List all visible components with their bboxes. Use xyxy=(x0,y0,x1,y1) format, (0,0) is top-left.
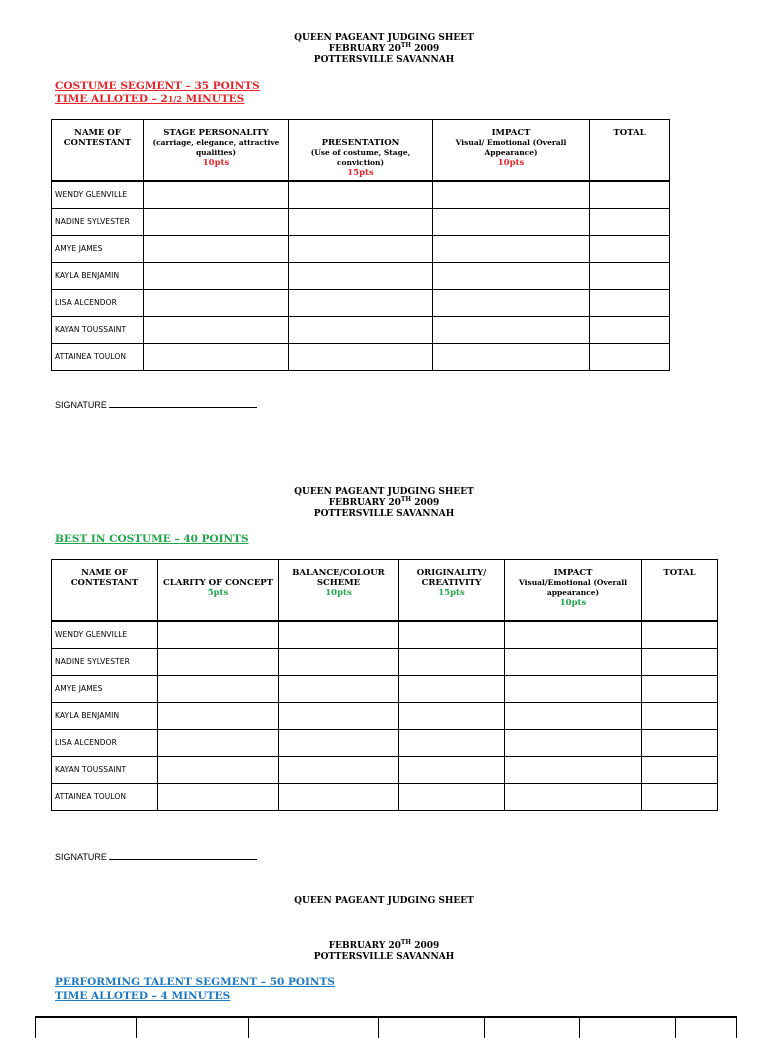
sheet2-signature: SIGNATURE xyxy=(55,851,257,863)
sheet3-title: QUEEN PAGEANT JUDGING SHEET xyxy=(294,896,474,906)
col-presentation-header: PRESENTATION (Use of costume, Stage, conviction) 15pts xyxy=(289,120,433,181)
sheet1-signature: SIGNATURE xyxy=(55,399,257,411)
col-balance-header: BALANCE/COLOUR SCHEME 10pts xyxy=(279,560,399,621)
table-row xyxy=(52,316,670,343)
score-cell[interactable] xyxy=(642,648,718,675)
score-cell[interactable] xyxy=(505,621,642,649)
score-cell[interactable] xyxy=(289,235,433,262)
contestant-name: WENDY GLENVILLE xyxy=(52,621,158,649)
score-cell[interactable] xyxy=(144,289,289,316)
score-cell[interactable] xyxy=(279,729,399,756)
sheet3-score-table-top xyxy=(35,1016,737,1038)
score-cell[interactable] xyxy=(144,235,289,262)
score-cell[interactable] xyxy=(399,783,505,810)
score-cell[interactable] xyxy=(158,621,279,649)
score-cell[interactable] xyxy=(144,208,289,235)
contestant-name: KAYAN TOUSSAINT xyxy=(52,316,144,343)
score-cell[interactable] xyxy=(505,675,642,702)
score-cell[interactable] xyxy=(158,756,279,783)
contestant-name: KAYLA BENJAMIN xyxy=(52,702,158,729)
score-cell[interactable] xyxy=(399,756,505,783)
score-cell[interactable] xyxy=(279,648,399,675)
sheet3-date: FEBRUARY 20TH 2009 xyxy=(328,939,440,951)
table-row xyxy=(52,756,718,783)
score-cell[interactable] xyxy=(642,783,718,810)
sheet2-date: FEBRUARY 20TH 2009 xyxy=(328,496,440,508)
score-cell[interactable] xyxy=(433,235,590,262)
sheet2-header-row xyxy=(52,560,718,621)
col-name-header: NAME OF CONTESTANT xyxy=(52,120,144,181)
sheet2-segment: BEST IN COSTUME – 40 POINTS xyxy=(55,533,249,545)
contestant-name: ATTAINEA TOULON xyxy=(52,783,158,810)
table-row xyxy=(52,235,670,262)
score-cell[interactable] xyxy=(399,648,505,675)
score-cell[interactable] xyxy=(144,316,289,343)
score-cell[interactable] xyxy=(590,262,670,289)
table-row xyxy=(52,262,670,289)
score-cell[interactable] xyxy=(158,783,279,810)
score-cell[interactable] xyxy=(399,675,505,702)
contestant-name: AMYE JAMES xyxy=(52,675,158,702)
contestant-name: NADINE SYLVESTER xyxy=(52,208,144,235)
sheet2-score-table xyxy=(51,559,718,811)
sheet1-segment: COSTUME SEGMENT – 35 POINTS xyxy=(55,80,260,92)
score-cell[interactable] xyxy=(289,181,433,209)
col-stage-personality-header: STAGE PERSONALITY (carriage, elegance, attractive qualities) 10pts xyxy=(144,120,289,181)
score-cell[interactable] xyxy=(279,675,399,702)
score-cell[interactable] xyxy=(505,756,642,783)
col-impact-header: IMPACT Visual/ Emotional (Overall Appearance) 10pts xyxy=(433,120,590,181)
score-cell[interactable] xyxy=(279,702,399,729)
score-cell[interactable] xyxy=(399,702,505,729)
score-cell[interactable] xyxy=(289,289,433,316)
sheet3-segment: PERFORMING TALENT SEGMENT – 50 POINTS xyxy=(55,976,335,988)
score-cell[interactable] xyxy=(433,181,590,209)
contestant-name: WENDY GLENVILLE xyxy=(52,181,144,209)
score-cell[interactable] xyxy=(590,181,670,209)
score-cell[interactable] xyxy=(642,756,718,783)
score-cell[interactable] xyxy=(144,181,289,209)
table-row xyxy=(52,343,670,370)
table-row xyxy=(52,648,718,675)
sheet2-header xyxy=(0,487,768,520)
score-cell[interactable] xyxy=(590,235,670,262)
score-cell[interactable] xyxy=(144,343,289,370)
contestant-name: KAYAN TOUSSAINT xyxy=(52,756,158,783)
score-cell[interactable] xyxy=(279,756,399,783)
table-row xyxy=(52,289,670,316)
sheet1-time-allotted: TIME ALLOTED – 21/2 MINUTES xyxy=(55,93,245,105)
score-cell[interactable] xyxy=(433,208,590,235)
score-cell[interactable] xyxy=(289,262,433,289)
score-cell[interactable] xyxy=(279,783,399,810)
col-total-header: TOTAL xyxy=(642,560,718,621)
table-row xyxy=(52,181,670,209)
col-clarity-header: CLARITY OF CONCEPT 5pts xyxy=(158,560,279,621)
contestant-name: KAYLA BENJAMIN xyxy=(52,262,144,289)
score-cell[interactable] xyxy=(505,648,642,675)
score-cell[interactable] xyxy=(505,702,642,729)
table-row xyxy=(52,729,718,756)
sheet3-subheader xyxy=(0,941,768,963)
score-cell[interactable] xyxy=(590,316,670,343)
score-cell[interactable] xyxy=(590,289,670,316)
score-cell[interactable] xyxy=(590,343,670,370)
table-row xyxy=(52,208,670,235)
score-cell[interactable] xyxy=(289,343,433,370)
score-cell[interactable] xyxy=(433,289,590,316)
score-cell[interactable] xyxy=(399,621,505,649)
contestant-name: AMYE JAMES xyxy=(52,235,144,262)
score-cell[interactable] xyxy=(158,702,279,729)
score-cell[interactable] xyxy=(289,316,433,343)
col-total-header: TOTAL xyxy=(590,120,670,181)
table-row xyxy=(52,783,718,810)
score-cell[interactable] xyxy=(433,316,590,343)
score-cell[interactable] xyxy=(289,208,433,235)
score-cell[interactable] xyxy=(144,262,289,289)
col-name-header: NAME OF CONTESTANT xyxy=(52,560,158,621)
col-originality-header: ORIGINALITY/ CREATIVITY 15pts xyxy=(399,560,505,621)
score-cell[interactable] xyxy=(642,702,718,729)
score-cell[interactable] xyxy=(433,262,590,289)
sheet1-header xyxy=(0,33,768,66)
sheet2-signature-line[interactable] xyxy=(109,851,257,860)
sheet1-signature-line[interactable] xyxy=(109,399,257,408)
score-cell[interactable] xyxy=(642,621,718,649)
score-cell[interactable] xyxy=(158,648,279,675)
score-cell[interactable] xyxy=(433,343,590,370)
sheet1-location: POTTERSVILLE SAVANNAH xyxy=(313,55,455,65)
score-cell[interactable] xyxy=(505,783,642,810)
sheet3-header xyxy=(0,896,768,907)
sheet1-date: FEBRUARY 20TH 2009 xyxy=(328,42,440,54)
table-row xyxy=(52,702,718,729)
sheet3-time-allotted: TIME ALLOTED – 4 MINUTES xyxy=(55,990,231,1002)
contestant-name: LISA ALCENDOR xyxy=(52,729,158,756)
sheet3-location: POTTERSVILLE SAVANNAH xyxy=(313,952,455,962)
score-cell[interactable] xyxy=(642,729,718,756)
col-impact-header: IMPACT Visual/Emotional (Overall appearance) 10pts xyxy=(505,560,642,621)
sheet1-title: QUEEN PAGEANT JUDGING SHEET xyxy=(294,33,474,43)
score-cell[interactable] xyxy=(158,729,279,756)
score-cell[interactable] xyxy=(279,621,399,649)
score-cell[interactable] xyxy=(590,208,670,235)
sheet1-header-row xyxy=(52,120,670,181)
contestant-name: LISA ALCENDOR xyxy=(52,289,144,316)
sheet2-location: POTTERSVILLE SAVANNAH xyxy=(313,509,455,519)
sheet2-title: QUEEN PAGEANT JUDGING SHEET xyxy=(294,487,474,497)
contestant-name: NADINE SYLVESTER xyxy=(52,648,158,675)
contestant-name: ATTAINEA TOULON xyxy=(52,343,144,370)
score-cell[interactable] xyxy=(505,729,642,756)
score-cell[interactable] xyxy=(642,675,718,702)
score-cell[interactable] xyxy=(158,675,279,702)
sheet1-score-table xyxy=(51,119,670,371)
score-cell[interactable] xyxy=(399,729,505,756)
table-row xyxy=(52,675,718,702)
table-row xyxy=(52,621,718,649)
